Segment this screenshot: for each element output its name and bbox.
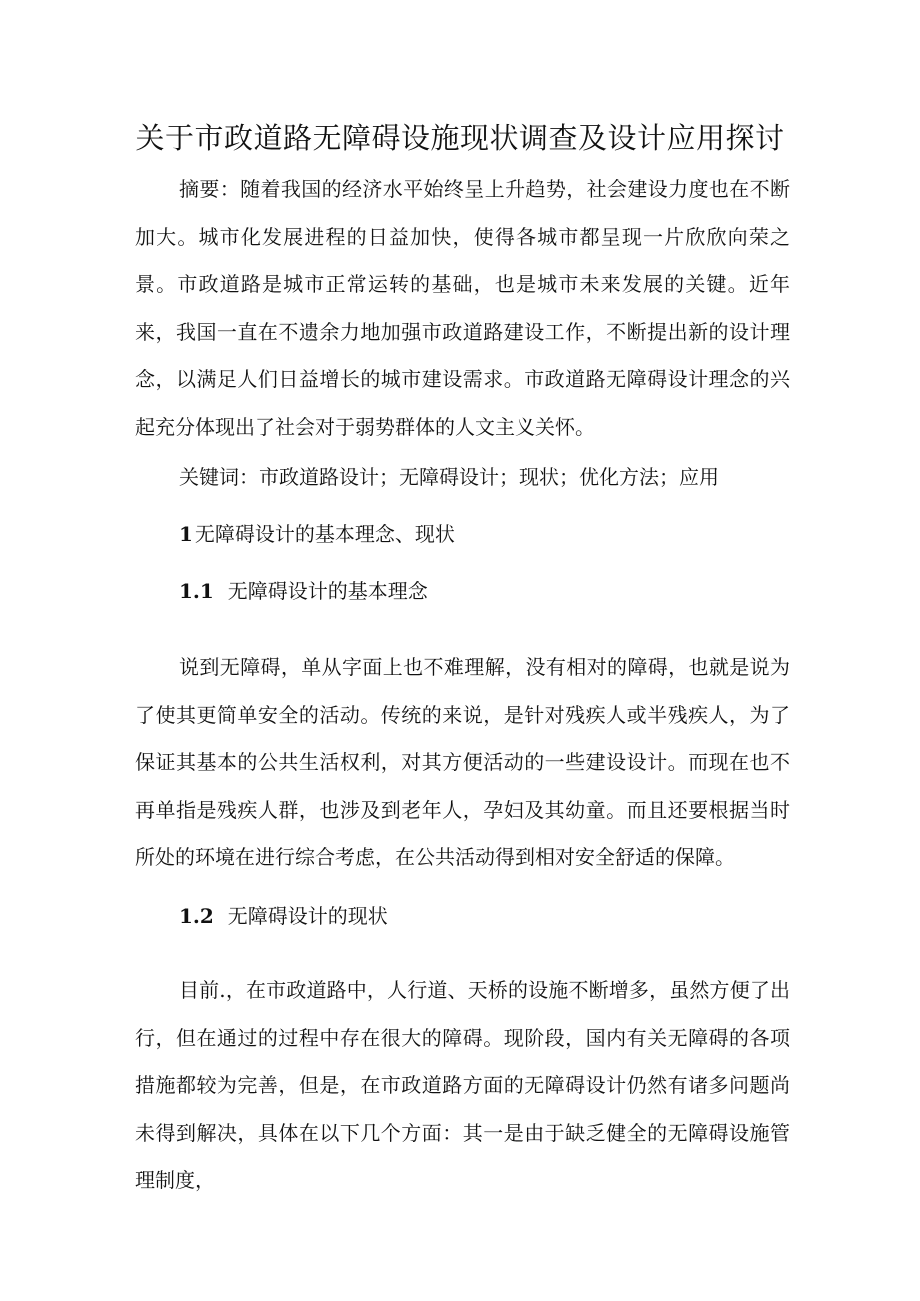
keywords-line: 关键词：市政道路设计；无障碍设计；现状；优化方法；应用 <box>179 465 719 489</box>
section-number: 1.2 <box>179 904 214 928</box>
section-1-2-body: 目前.，在市政道路中，人行道、天桥的设施不断增多，虽然方便了出行，但在通过的过程中存在很大的障碍。现阶段，国内有关无障碍的各项措施都较为完善，但是，在市政道路方面的无障碍设计仍然有诸多问题尚未得到解决，具体在以下几个方面：其一是由于缺乏健全的无障碍设施管理制度， <box>135 978 790 1192</box>
section-title: 无障碍设计的基本理念、现状 <box>194 522 455 546</box>
abstract-paragraph: 摘要：随着我国的经济水平始终呈上升趋势，社会建设力度也在不断加大。城市化发展进程的日益加快，使得各城市都呈现一片欣欣向荣之景。市政道路是城市正常运转的基础，也是城市未来发展的关键。近年来，我国一直在不遗余力地加强市政道路建设工作，不断提出新的设计理念，以满足人们日益增长的城市建设需求。市政道路无障碍设计理念的兴起充分体现出了社会对于弱势群体的人文主义关怀。 <box>135 177 790 439</box>
section-number: 1 <box>179 522 193 546</box>
section-number: 1.1 <box>179 579 214 603</box>
section-1-1-heading <box>179 576 428 606</box>
section-1-2-heading <box>179 901 388 931</box>
section-title: 无障碍设计的现状 <box>227 904 388 928</box>
section-title: 无障碍设计的基本理念 <box>227 579 428 603</box>
document-title: 关于市政道路无障碍设施现状调查及设计应用探讨 <box>135 121 785 155</box>
section-1-heading <box>179 519 455 549</box>
section-1-1-body: 说到无障碍，单从字面上也不难理解，没有相对的障碍，也就是说为了使其更简单安全的活动。传统的来说，是针对残疾人或半残疾人，为了保证其基本的公共生活权利，对其方便活动的一些建设设计。而现在也不再单指是残疾人群，也涉及到老年人，孕妇及其幼童。而且还要根据当时所处的环境在进行综合考虑，在公共活动得到相对安全舒适的保障。 <box>135 655 790 869</box>
